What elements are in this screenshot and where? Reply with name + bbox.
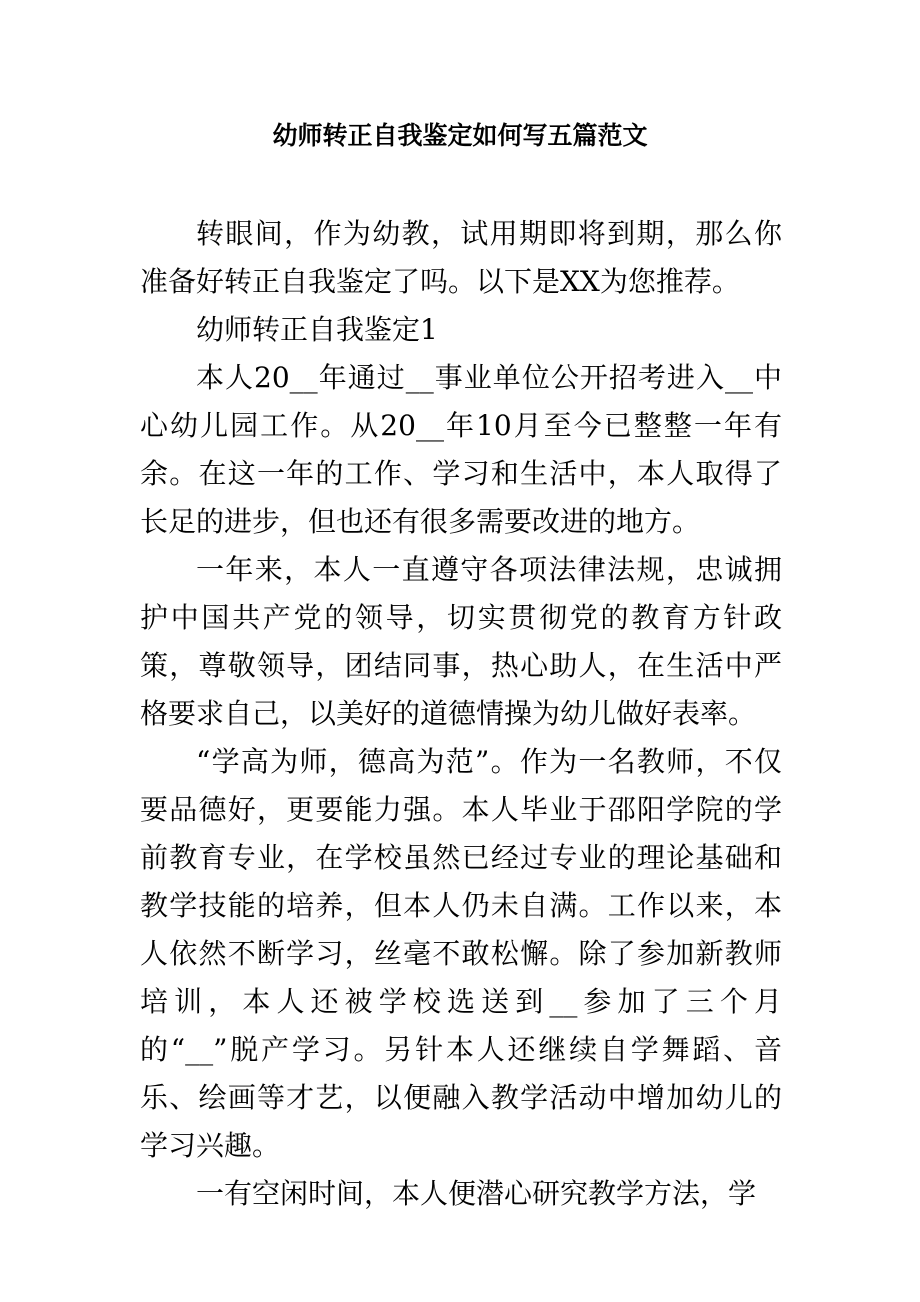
body-paragraph: 一有空闲时间，本人便潜心研究教学方法，学	[196, 1177, 757, 1210]
body-paragraph: “学高为师，德高为范”。作为一名教师，不仅要品德好，更要能力强。本人毕业于邵阳学院的学前教育专业，在学校虽然已经过专业的理论基础和教学技能的培养，但本人仍未自满。工作以来，本人依然不断学习，丝毫不敢松懈。除了参加新教师培训，本人还被学校选送到__参加了三个月的“__”脱产学习。另针本人还继续自学舞蹈、音乐、绘画等才艺，以便融入教学活动中增加幼儿的学习兴趣。	[140, 745, 782, 1162]
body-paragraph: 本人20__年通过__事业单位公开招考进入__中心幼儿园工作。从20__年10月至今已整整一年有余。在这一年的工作、学习和生活中，本人取得了长足的进步，但也还有很多需要改进的地方。	[140, 361, 782, 538]
document-body	[140, 210, 782, 1218]
intro-paragraph: 转眼间，作为幼教，试用期即将到期，那么你准备好转正自我鉴定了吗。以下是XX为您推荐。	[140, 217, 782, 298]
body-paragraph: 一年来，本人一直遵守各项法律法规，忠诚拥护中国共产党的领导，切实贯彻党的教育方针政策，尊敬领导，团结同事，热心助人，在生活中严格要求自己，以美好的道德情操为幼儿做好表率。	[140, 553, 782, 730]
section-heading: 幼师转正自我鉴定1	[196, 313, 438, 346]
document-title: 幼师转正自我鉴定如何写五篇范文	[272, 121, 648, 150]
